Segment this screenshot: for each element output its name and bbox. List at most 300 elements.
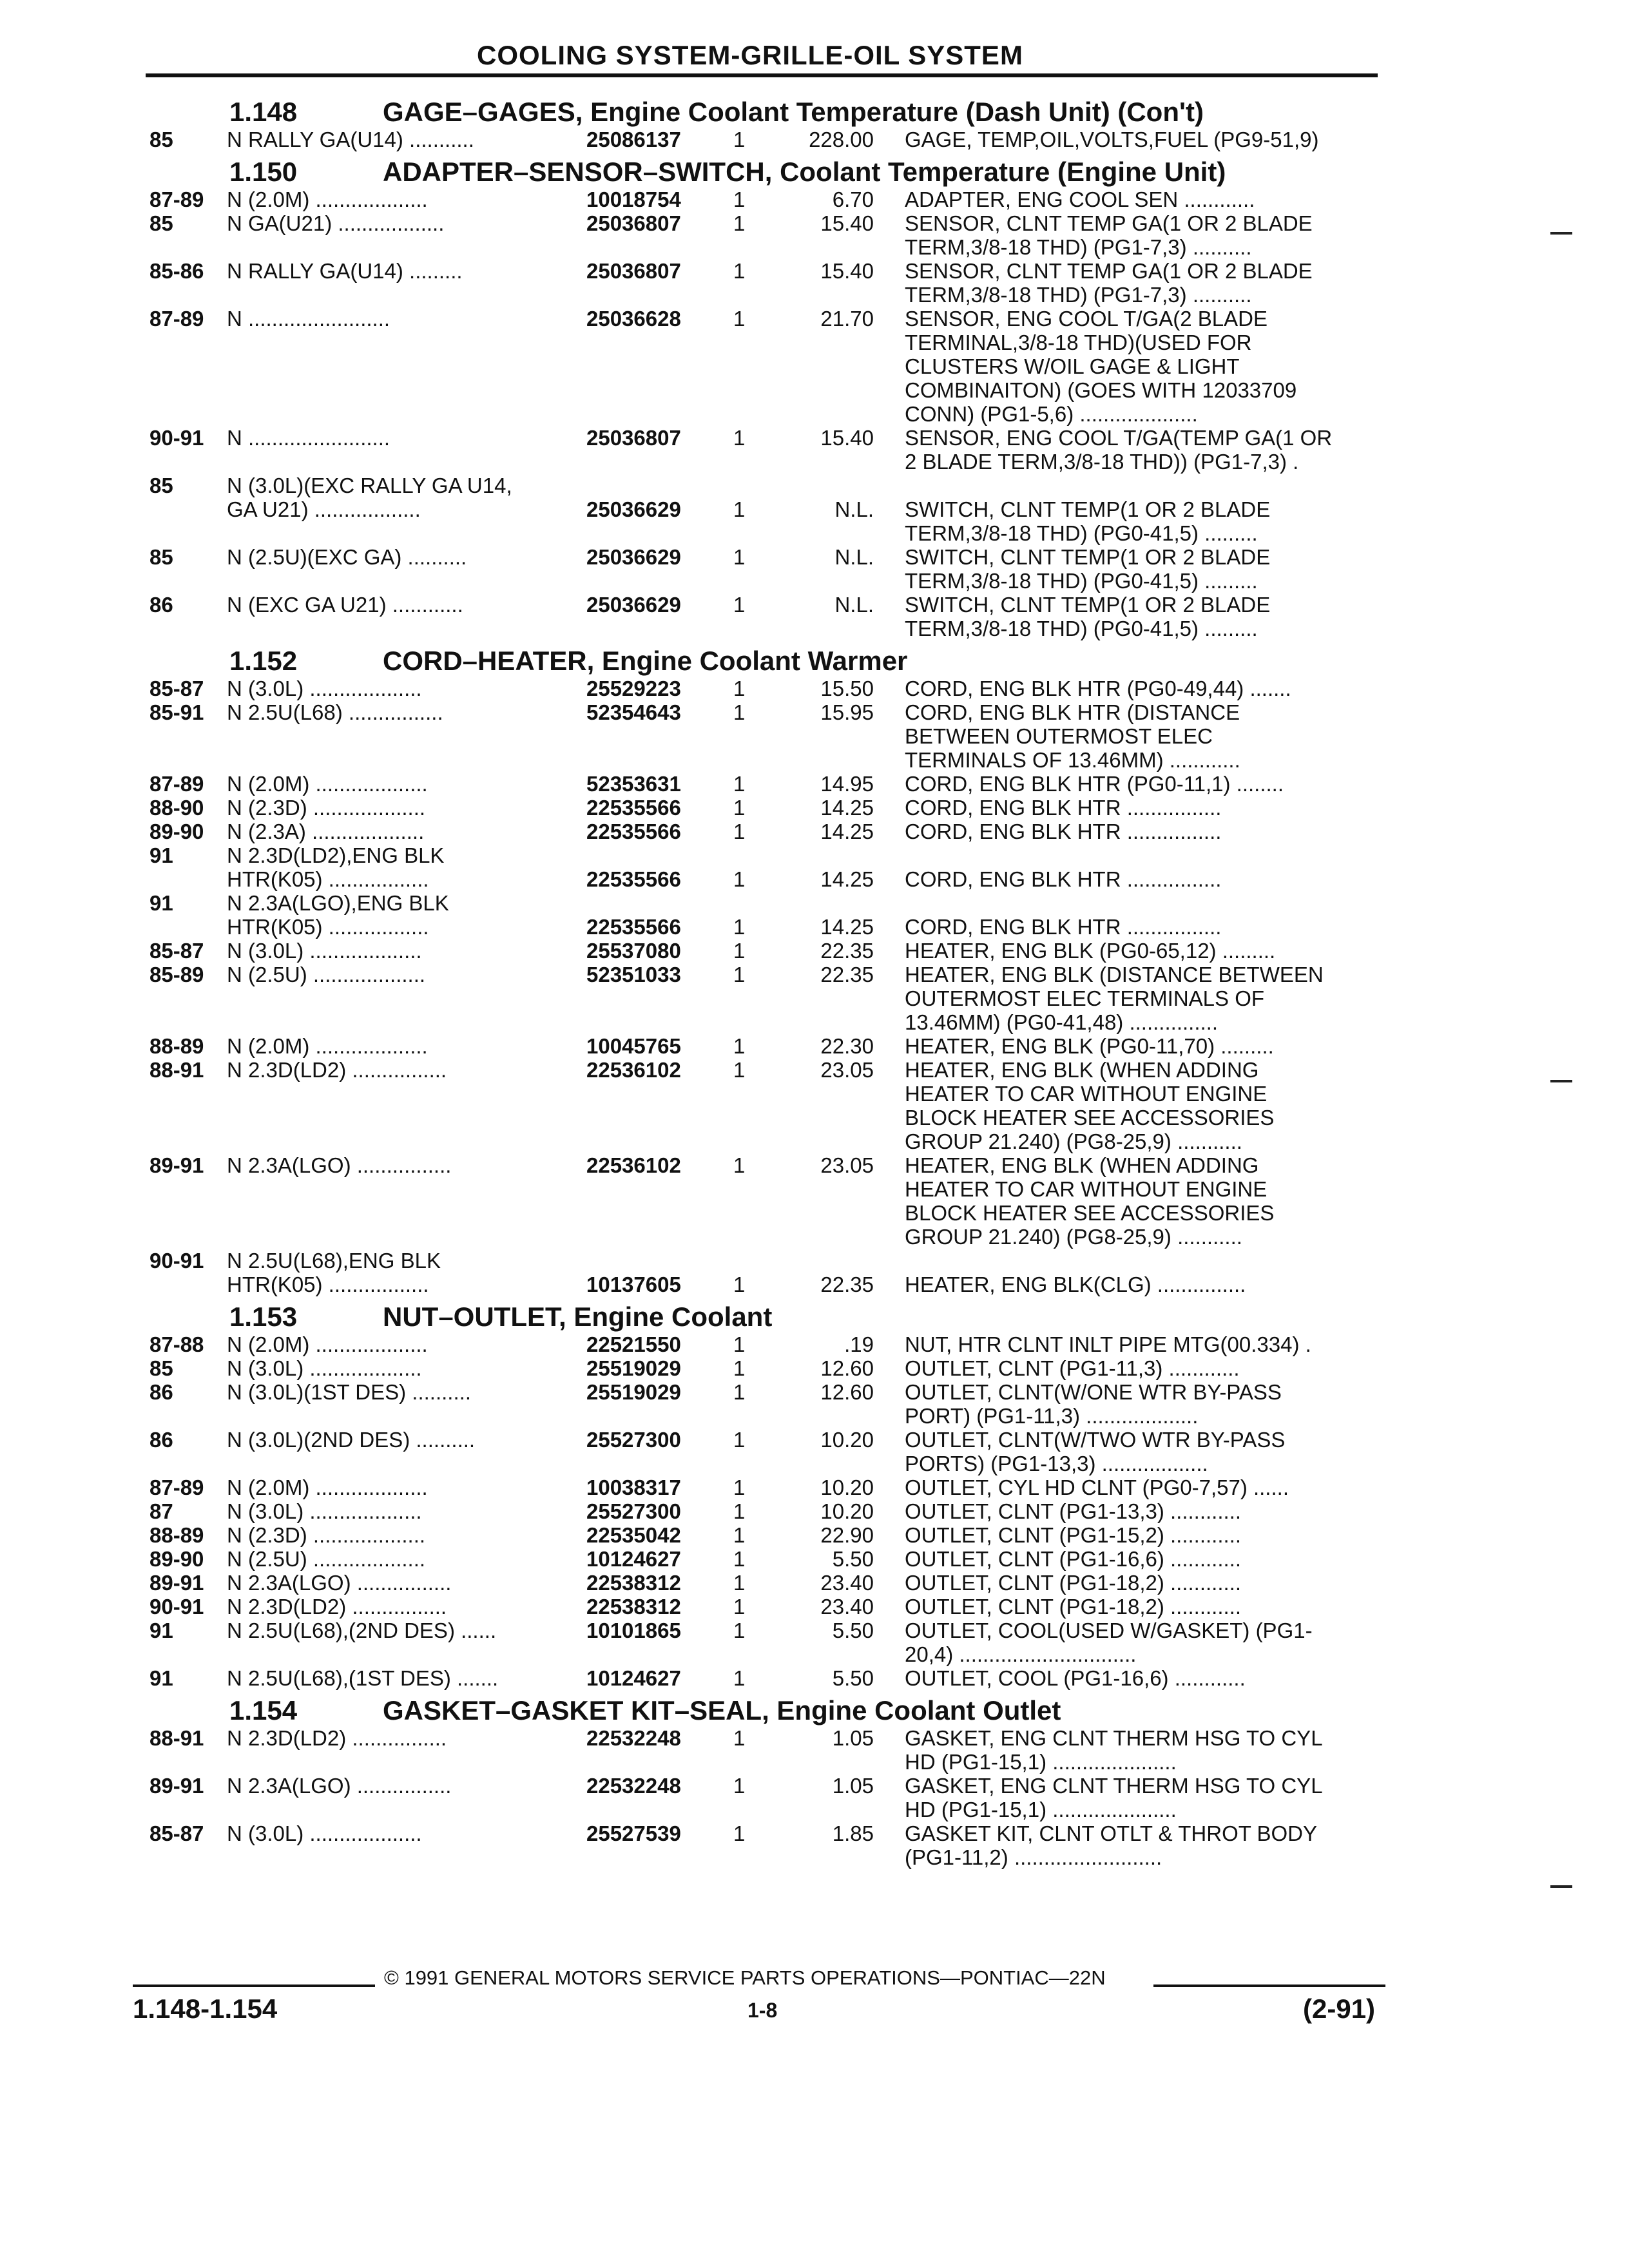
part-row [0, 497, 1629, 521]
part-number: 25537080 [586, 939, 681, 963]
model-years: 85-87 [149, 1821, 204, 1845]
description-continuation [0, 748, 1629, 772]
price: 228.00 [809, 128, 874, 151]
part-number: 25527300 [586, 1499, 681, 1523]
part-number: 10045765 [586, 1034, 681, 1058]
description: OUTLET, CLNT(W/ONE WTR BY-PASS [905, 1380, 1282, 1404]
description: OUTLET, CLNT (PG1-15,2) ............ [905, 1523, 1242, 1547]
part-number: 52354643 [586, 700, 681, 724]
part-number: 22521550 [586, 1332, 681, 1356]
application: N (2.0M) ................... [227, 1332, 428, 1356]
description: SENSOR, CLNT TEMP GA(1 OR 2 BLADE [905, 259, 1313, 283]
application: N 2.3A(LGO) ................ [227, 1571, 452, 1595]
application: N 2.3D(LD2),ENG BLK [227, 843, 445, 867]
quantity: 1 [733, 545, 746, 569]
description: SENSOR, CLNT TEMP GA(1 OR 2 BLADE [905, 211, 1313, 235]
description: TERM,3/8-18 THD) (PG0-41,5) ......... [905, 521, 1258, 545]
application: N (3.0L)(EXC RALLY GA U14, [227, 474, 512, 497]
part-number: 52351033 [586, 963, 681, 986]
part-row [0, 867, 1629, 891]
part-row [0, 891, 1629, 915]
application: N (3.0L) ................... [227, 1499, 422, 1523]
part-row [0, 545, 1629, 569]
description-continuation [0, 569, 1629, 593]
quantity: 1 [733, 1547, 746, 1571]
section-number: 1.152 [229, 646, 298, 676]
section-title: GAGE–GAGES, Engine Coolant Temperature (Dash Unit) (Con't) [383, 97, 1204, 127]
description: NUT, HTR CLNT INLT PIPE MTG(00.334) . [905, 1332, 1311, 1356]
footer-copyright: © 1991 GENERAL MOTORS SERVICE PARTS OPERATIONS—PONTIAC—22N [384, 1966, 1106, 1989]
description-continuation [0, 1082, 1629, 1106]
quantity: 1 [733, 1499, 746, 1523]
quantity: 1 [733, 677, 746, 700]
part-row [0, 843, 1629, 867]
model-years: 89-91 [149, 1571, 204, 1595]
part-row [0, 474, 1629, 497]
application: N 2.5U(L68),(2ND DES) ...... [227, 1619, 497, 1642]
part-row [0, 426, 1629, 450]
part-row [0, 1153, 1629, 1177]
part-row [0, 307, 1629, 331]
quantity: 1 [733, 259, 746, 283]
application: N ........................ [227, 307, 390, 331]
description-continuation [0, 986, 1629, 1010]
application: N ........................ [227, 426, 390, 450]
price: 5.50 [832, 1619, 874, 1642]
part-row [0, 915, 1629, 939]
description: GASKET, ENG CLNT THERM HSG TO CYL [905, 1726, 1323, 1750]
footer-page-number: 1-8 [747, 1999, 778, 2022]
part-row [0, 1034, 1629, 1058]
part-number: 22536102 [586, 1058, 681, 1082]
part-number: 25529223 [586, 677, 681, 700]
part-number: 25519029 [586, 1356, 681, 1380]
price: 10.20 [820, 1428, 874, 1452]
model-years: 85 [149, 474, 173, 497]
section-title: ADAPTER–SENSOR–SWITCH, Coolant Temperature (Engine Unit) [383, 157, 1226, 187]
model-years: 89-91 [149, 1153, 204, 1177]
price: 14.95 [820, 772, 874, 796]
model-years: 86 [149, 1380, 173, 1404]
application: N 2.5U(L68) ................ [227, 700, 443, 724]
description: HEATER, ENG BLK (WHEN ADDING [905, 1153, 1259, 1177]
description: GAGE, TEMP,OIL,VOLTS,FUEL (PG9-51,9) [905, 128, 1319, 151]
description-continuation [0, 1404, 1629, 1428]
part-number: 25036629 [586, 545, 681, 569]
quantity: 1 [733, 1356, 746, 1380]
part-row [0, 259, 1629, 283]
price: 10.20 [820, 1499, 874, 1523]
part-number: 25036629 [586, 497, 681, 521]
description: OUTLET, CLNT (PG1-18,2) ............ [905, 1595, 1242, 1619]
description: GASKET, ENG CLNT THERM HSG TO CYL [905, 1774, 1323, 1798]
price: 15.95 [820, 700, 874, 724]
part-row [0, 1726, 1629, 1750]
quantity: 1 [733, 796, 746, 820]
price: 22.90 [820, 1523, 874, 1547]
part-number: 25036628 [586, 307, 681, 331]
description-continuation [0, 378, 1629, 402]
model-years: 88-90 [149, 796, 204, 820]
part-row [0, 1666, 1629, 1690]
description: OUTLET, CLNT (PG1-13,3) ............ [905, 1499, 1242, 1523]
part-number: 10137605 [586, 1273, 681, 1296]
application: N (2.3D) ................... [227, 1523, 426, 1547]
description-continuation [0, 1452, 1629, 1475]
model-years: 85 [149, 128, 173, 151]
model-years: 91 [149, 843, 173, 867]
part-row [0, 1499, 1629, 1523]
description-continuation [0, 331, 1629, 354]
price: N.L. [834, 593, 874, 617]
quantity: 1 [733, 963, 746, 986]
model-years: 91 [149, 1619, 173, 1642]
description-continuation [0, 1798, 1629, 1821]
section-number: 1.148 [229, 97, 298, 127]
application: HTR(K05) ................. [227, 867, 429, 891]
model-years: 88-89 [149, 1523, 204, 1547]
price: 15.40 [820, 426, 874, 450]
footer-rule-right [1153, 1984, 1385, 1987]
price: N.L. [834, 497, 874, 521]
quantity: 1 [733, 1034, 746, 1058]
description: (PG1-11,2) ......................... [905, 1845, 1162, 1869]
description-continuation [0, 1129, 1629, 1153]
application: N (2.3D) ................... [227, 796, 426, 820]
part-number: 22538312 [586, 1571, 681, 1595]
quantity: 1 [733, 128, 746, 151]
quantity: 1 [733, 1058, 746, 1082]
parts-listing [0, 91, 1629, 1869]
section-number: 1.154 [229, 1695, 298, 1725]
part-row [0, 700, 1629, 724]
quantity: 1 [733, 1475, 746, 1499]
part-number: 10038317 [586, 1475, 681, 1499]
model-years: 91 [149, 1666, 173, 1690]
model-years: 85-91 [149, 700, 204, 724]
price: 5.50 [832, 1547, 874, 1571]
price: 1.05 [832, 1726, 874, 1750]
description: CORD, ENG BLK HTR (DISTANCE [905, 700, 1240, 724]
part-number: 22532248 [586, 1726, 681, 1750]
footer-section-range: 1.148-1.154 [133, 1994, 278, 2024]
quantity: 1 [733, 772, 746, 796]
section-heading [0, 151, 1629, 187]
description: GASKET KIT, CLNT OTLT & THROT BODY [905, 1821, 1317, 1845]
quantity: 1 [733, 1428, 746, 1452]
description-continuation [0, 450, 1629, 474]
description-continuation [0, 1845, 1629, 1869]
page-header-title: COOLING SYSTEM-GRILLE-OIL SYSTEM [477, 40, 1023, 70]
model-years: 89-90 [149, 1547, 204, 1571]
part-row [0, 796, 1629, 820]
application: N 2.5U(L68),(1ST DES) ....... [227, 1666, 499, 1690]
section-heading [0, 1296, 1629, 1332]
price: 22.35 [820, 1273, 874, 1296]
model-years: 85 [149, 1356, 173, 1380]
section-title: GASKET–GASKET KIT–SEAL, Engine Coolant Outlet [383, 1695, 1061, 1725]
application: N 2.5U(L68),ENG BLK [227, 1249, 441, 1273]
part-number: 25519029 [586, 1380, 681, 1404]
model-years: 86 [149, 1428, 173, 1452]
description: GROUP 21.240) (PG8-25,9) ........... [905, 1129, 1242, 1153]
quantity: 1 [733, 1595, 746, 1619]
description-continuation [0, 521, 1629, 545]
quantity: 1 [733, 1153, 746, 1177]
model-years: 87-89 [149, 187, 204, 211]
application: N (3.0L) ................... [227, 1821, 422, 1845]
section-title: CORD–HEATER, Engine Coolant Warmer [383, 646, 908, 676]
part-row [0, 772, 1629, 796]
part-row [0, 1332, 1629, 1356]
description: OUTLET, COOL(USED W/GASKET) (PG1- [905, 1619, 1313, 1642]
application: N 2.3D(LD2) ................ [227, 1058, 447, 1082]
application: GA U21) .................. [227, 497, 421, 521]
application: N (2.5U) ................... [227, 963, 426, 986]
quantity: 1 [733, 700, 746, 724]
part-row [0, 128, 1629, 151]
description: HEATER, ENG BLK (PG0-65,12) ......... [905, 939, 1276, 963]
description-continuation [0, 1201, 1629, 1225]
part-row [0, 963, 1629, 986]
section-heading [0, 91, 1629, 128]
description: HEATER, ENG BLK (DISTANCE BETWEEN [905, 963, 1324, 986]
price: 14.25 [820, 915, 874, 939]
application: N (EXC GA U21) ............ [227, 593, 463, 617]
description: HEATER, ENG BLK (PG0-11,70) ......... [905, 1034, 1274, 1058]
price: .19 [844, 1332, 874, 1356]
quantity: 1 [733, 915, 746, 939]
description: BETWEEN OUTERMOST ELEC [905, 724, 1213, 748]
quantity: 1 [733, 867, 746, 891]
price: N.L. [834, 545, 874, 569]
description: CORD, ENG BLK HTR ................ [905, 915, 1222, 939]
application: N (3.0L)(1ST DES) .......... [227, 1380, 471, 1404]
description: TERM,3/8-18 THD) (PG1-7,3) .......... [905, 283, 1252, 307]
price: 1.05 [832, 1774, 874, 1798]
model-years: 86 [149, 593, 173, 617]
description: SWITCH, CLNT TEMP(1 OR 2 BLADE [905, 593, 1271, 617]
quantity: 1 [733, 187, 746, 211]
model-years: 85-86 [149, 259, 204, 283]
description: TERM,3/8-18 THD) (PG0-41,5) ......... [905, 617, 1258, 640]
description: 20,4) .............................. [905, 1642, 1137, 1666]
quantity: 1 [733, 1571, 746, 1595]
part-row [0, 1249, 1629, 1273]
description: BLOCK HEATER SEE ACCESSORIES [905, 1106, 1275, 1129]
part-number: 10124627 [586, 1666, 681, 1690]
part-row [0, 1523, 1629, 1547]
part-number: 25527539 [586, 1821, 681, 1845]
description: BLOCK HEATER SEE ACCESSORIES [905, 1201, 1275, 1225]
part-number: 52353631 [586, 772, 681, 796]
application: N (2.0M) ................... [227, 187, 428, 211]
part-row [0, 1619, 1629, 1642]
model-years: 88-89 [149, 1034, 204, 1058]
part-number: 22532248 [586, 1774, 681, 1798]
application: N RALLY GA(U14) ........... [227, 128, 474, 151]
quantity: 1 [733, 307, 746, 331]
description: TERM,3/8-18 THD) (PG1-7,3) .......... [905, 235, 1252, 259]
price: 12.60 [820, 1380, 874, 1404]
model-years: 87 [149, 1499, 173, 1523]
model-years: 87-89 [149, 307, 204, 331]
description: HEATER, ENG BLK (WHEN ADDING [905, 1058, 1259, 1082]
part-row [0, 1273, 1629, 1296]
part-number: 22535566 [586, 915, 681, 939]
description: CLUSTERS W/OIL GAGE & LIGHT [905, 354, 1240, 378]
application: N (2.0M) ................... [227, 772, 428, 796]
description: ADAPTER, ENG COOL SEN ............ [905, 187, 1255, 211]
description-continuation [0, 402, 1629, 426]
model-years: 85-87 [149, 939, 204, 963]
application: N GA(U21) .................. [227, 211, 445, 235]
part-number: 22535566 [586, 820, 681, 843]
quantity: 1 [733, 1332, 746, 1356]
application: HTR(K05) ................. [227, 915, 429, 939]
description-continuation [0, 354, 1629, 378]
section-title: NUT–OUTLET, Engine Coolant [383, 1302, 773, 1332]
quantity: 1 [733, 1821, 746, 1845]
price: 5.50 [832, 1666, 874, 1690]
model-years: 85 [149, 545, 173, 569]
section-heading [0, 640, 1629, 677]
description: OUTLET, CLNT (PG1-11,3) ............ [905, 1356, 1240, 1380]
description: CORD, ENG BLK HTR ................ [905, 820, 1222, 843]
application: N (2.5U)(EXC GA) .......... [227, 545, 467, 569]
part-row [0, 820, 1629, 843]
application: N (3.0L) ................... [227, 677, 422, 700]
description: HEATER TO CAR WITHOUT ENGINE [905, 1177, 1268, 1201]
application: N 2.3A(LGO) ................ [227, 1774, 452, 1798]
margin-mark [1550, 232, 1572, 235]
model-years: 89-90 [149, 820, 204, 843]
model-years: 90-91 [149, 1595, 204, 1619]
price: 12.60 [820, 1356, 874, 1380]
description: COMBINAITON) (GOES WITH 12033709 [905, 378, 1297, 402]
price: 21.70 [820, 307, 874, 331]
application: N (2.5U) ................... [227, 1547, 426, 1571]
description: SWITCH, CLNT TEMP(1 OR 2 BLADE [905, 545, 1271, 569]
model-years: 88-91 [149, 1726, 204, 1750]
footer-date: (2-91) [1303, 1994, 1376, 2024]
description: HD (PG1-15,1) ..................... [905, 1750, 1177, 1774]
section-number: 1.150 [229, 157, 298, 187]
application: N RALLY GA(U14) ......... [227, 259, 463, 283]
quantity: 1 [733, 1273, 746, 1296]
part-row [0, 1380, 1629, 1404]
description: HEATER, ENG BLK(CLG) ............... [905, 1273, 1246, 1296]
description-continuation [0, 617, 1629, 640]
part-row [0, 1774, 1629, 1798]
description-continuation [0, 1106, 1629, 1129]
price: 15.40 [820, 259, 874, 283]
quantity: 1 [733, 1619, 746, 1642]
description: TERM,3/8-18 THD) (PG0-41,5) ......... [905, 569, 1258, 593]
application: N (2.0M) ................... [227, 1475, 428, 1499]
model-years: 85 [149, 211, 173, 235]
price: 23.05 [820, 1153, 874, 1177]
application: N (3.0L) ................... [227, 939, 422, 963]
quantity: 1 [733, 1523, 746, 1547]
part-number: 10124627 [586, 1547, 681, 1571]
description: HD (PG1-15,1) ..................... [905, 1798, 1177, 1821]
description-continuation [0, 235, 1629, 259]
application: N (2.0M) ................... [227, 1034, 428, 1058]
model-years: 87-89 [149, 1475, 204, 1499]
application: HTR(K05) ................. [227, 1273, 429, 1296]
price: 23.40 [820, 1595, 874, 1619]
price: 22.35 [820, 963, 874, 986]
description: CORD, ENG BLK HTR (PG0-49,44) ....... [905, 677, 1291, 700]
description-continuation [0, 283, 1629, 307]
price: 14.25 [820, 796, 874, 820]
price: 22.35 [820, 939, 874, 963]
description: GROUP 21.240) (PG8-25,9) ........... [905, 1225, 1242, 1249]
margin-mark [1550, 1885, 1572, 1888]
part-row [0, 1058, 1629, 1082]
part-row [0, 593, 1629, 617]
footer-rule-left [133, 1984, 375, 1987]
description-continuation [0, 1750, 1629, 1774]
description: SENSOR, ENG COOL T/GA(2 BLADE [905, 307, 1268, 331]
part-number: 25036807 [586, 426, 681, 450]
model-years: 90-91 [149, 426, 204, 450]
description-continuation [0, 1642, 1629, 1666]
part-number: 22535566 [586, 867, 681, 891]
part-number: 25036807 [586, 259, 681, 283]
application: N 2.3A(LGO) ................ [227, 1153, 452, 1177]
description-continuation [0, 724, 1629, 748]
description: OUTLET, COOL (PG1-16,6) ............ [905, 1666, 1246, 1690]
part-row [0, 939, 1629, 963]
description: HEATER TO CAR WITHOUT ENGINE [905, 1082, 1268, 1106]
description: CONN) (PG1-5,6) .................... [905, 402, 1198, 426]
price: 14.25 [820, 820, 874, 843]
description: OUTLET, CYL HD CLNT (PG0-7,57) ...... [905, 1475, 1289, 1499]
application: N (2.3A) ................... [227, 820, 425, 843]
quantity: 1 [733, 497, 746, 521]
application: N 2.3D(LD2) ................ [227, 1595, 447, 1619]
model-years: 85-89 [149, 963, 204, 986]
part-row [0, 1821, 1629, 1845]
section-number: 1.153 [229, 1302, 298, 1332]
part-row [0, 677, 1629, 700]
quantity: 1 [733, 211, 746, 235]
price: 10.20 [820, 1475, 874, 1499]
quantity: 1 [733, 1726, 746, 1750]
application: N (3.0L)(2ND DES) .......... [227, 1428, 476, 1452]
quantity: 1 [733, 1666, 746, 1690]
margin-mark [1550, 1080, 1572, 1082]
description: OUTLET, CLNT (PG1-16,6) ............ [905, 1547, 1242, 1571]
part-number: 22538312 [586, 1595, 681, 1619]
description-continuation [0, 1177, 1629, 1201]
description-continuation [0, 1010, 1629, 1034]
part-number: 25036807 [586, 211, 681, 235]
header-rule [146, 73, 1378, 77]
description: PORTS) (PG1-13,3) .................. [905, 1452, 1208, 1475]
description: PORT) (PG1-11,3) ................... [905, 1404, 1199, 1428]
part-number: 25036629 [586, 593, 681, 617]
quantity: 1 [733, 939, 746, 963]
description: 13.46MM) (PG0-41,48) ............... [905, 1010, 1218, 1034]
quantity: 1 [733, 426, 746, 450]
price: 15.50 [820, 677, 874, 700]
part-row [0, 1356, 1629, 1380]
price: 22.30 [820, 1034, 874, 1058]
model-years: 87-88 [149, 1332, 204, 1356]
